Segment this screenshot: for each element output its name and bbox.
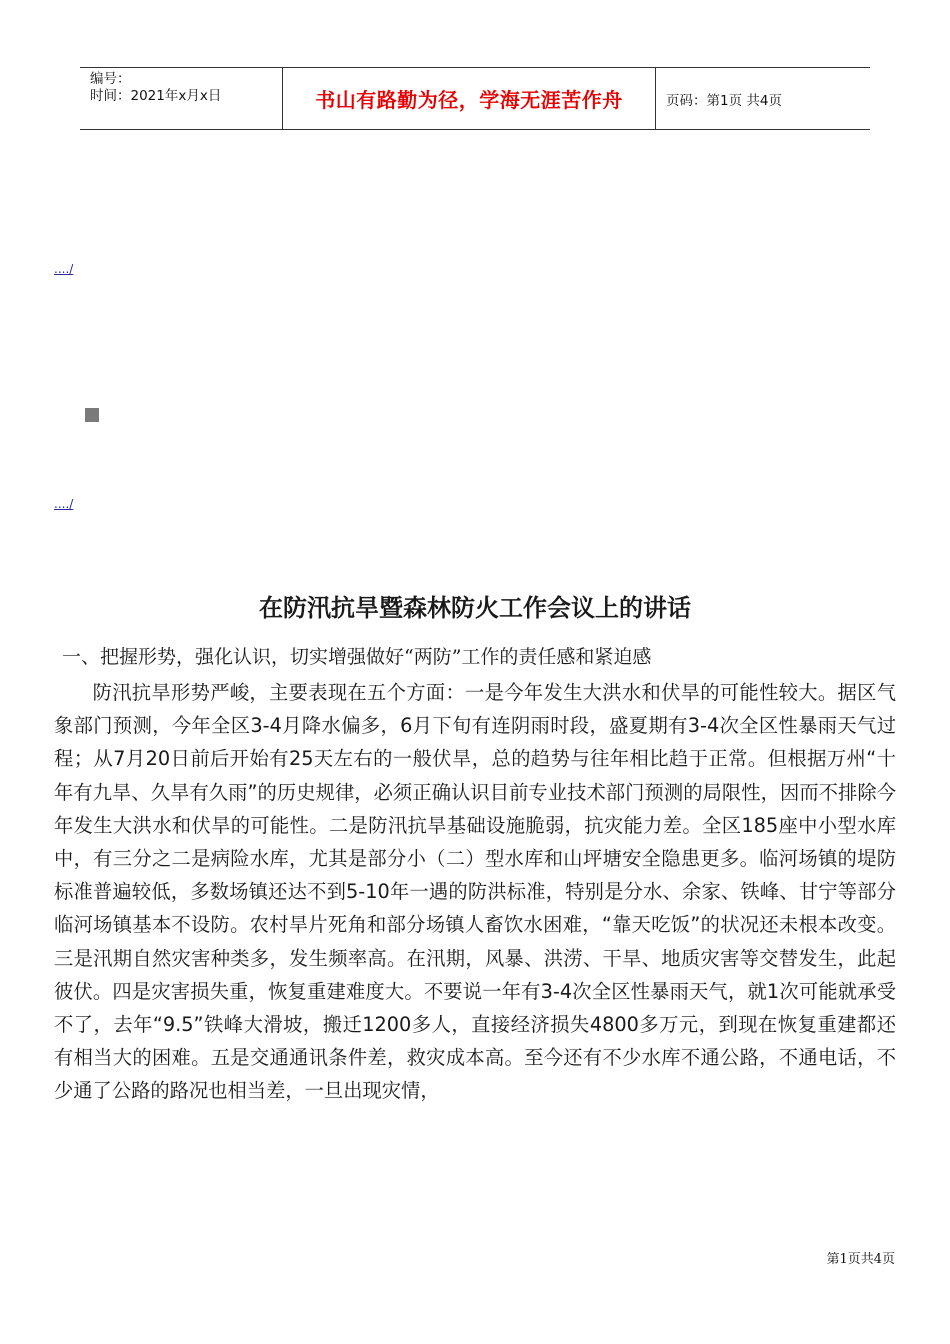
document-title: 在防汛抗旱暨森林防火工作会议上的讲话 — [259, 594, 691, 622]
section-heading: 一、把握形势，强化认识，切实增强做好“两防”工作的责任感和紧迫感 — [62, 646, 652, 668]
page-header — [80, 67, 870, 130]
body-paragraph: 防汛抗旱形势严峻，主要表现在五个方面：一是今年发生大洪水和伏旱的可能性较大。据区气象部门预测，今年全区3-4月降水偏多，6月下旬有连阴雨时段，盛夏期有3-4次全区性暴雨天气过程；从7月20日前后开始有25天左右的一般伏旱，总的趋势与往年相比趋于正常。但根据万州“十年有九旱、久旱有久雨”的历史规律，必须正确认识目前专业技术部门预测的局限性，因而不排除今年发生大洪水和伏旱的可能性。二是防汛抗旱基础设施脆弱，抗灾能力差。全区185座中小型水库中，有三分之二是病险水库，尤其是部分小（二）型水库和山坪塘安全隐患更多。临河场镇的堤防标准普遍较低，多数场镇还达不到5-10年一遇的防洪标准，特别是分水、余家、铁峰、甘宁等部分临河场镇基本不设防。农村旱片死角和部分场镇人畜饮水困难，“靠天吃饭”的状况还未根本改变。三是汛期自然灾害种类多，发生频率高。在汛期，风暴、洪涝、干旱、地质灾害等交替发生，此起彼伏。四是灾害损失重，恢复重建难度大。不要说一年有3-4次全区性暴雨天气，就1次可能就承受不了，去年“9.5”铁峰大滑坡，搬迁1200多人，直接经济损失4800多万元，到现在恢复重建都还有相当大的困难。五是交通通讯条件差，救灾成本高。至今还有不少水库不通公路，不通电话，不少通了公路的路况也相当差，一旦出现灾情， — [54, 681, 896, 1103]
time-label: 时间：2021年x月x日 — [90, 88, 222, 104]
header-left-cell — [80, 68, 282, 129]
number-label: 编号： — [90, 71, 131, 87]
header-page-code: 页码：第1页 共4页 — [666, 92, 782, 109]
page-footer: 第1页共4页 — [826, 1252, 895, 1267]
header-motto: 书山有路勤为径，学海无涯苦作舟 — [282, 68, 656, 129]
dots-link-top[interactable]: ..../ — [54, 262, 74, 276]
placeholder-square-icon — [85, 408, 99, 422]
dots-link-bottom[interactable]: ..../ — [54, 497, 74, 511]
